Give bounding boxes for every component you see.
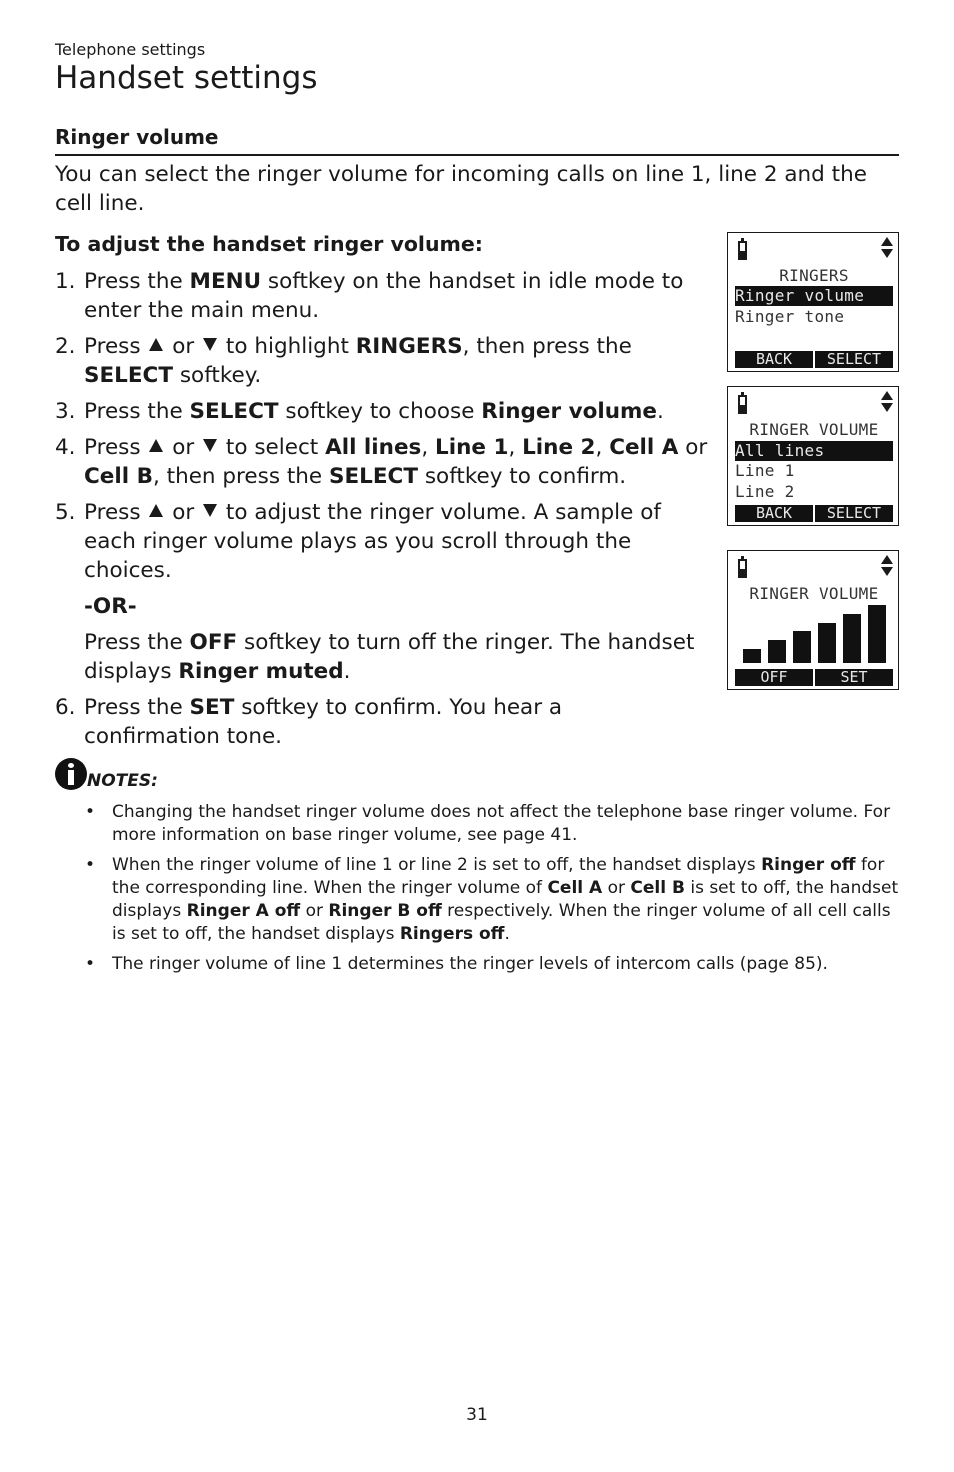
- page-title: Handset settings: [55, 60, 318, 96]
- section-label: Telephone settings: [55, 40, 206, 59]
- volume-level-bar: [768, 640, 786, 663]
- step-2: 2. Press or to highlight RINGERS, then press the SELECT softkey.: [55, 334, 632, 388]
- volume-level-bar: [818, 623, 836, 663]
- volume-level-bar: [843, 614, 861, 663]
- select-softkey[interactable]: SELECT: [815, 351, 893, 368]
- step-number: 5.: [55, 500, 76, 525]
- scroll-arrows-icon: [881, 237, 893, 259]
- battery-icon: [738, 559, 747, 578]
- note-item: • Changing the handset ringer volume does not affect the telephone base ringer volume. For more information on base ringer volume, see page 41.: [85, 802, 891, 845]
- ringers-screen: [727, 232, 899, 372]
- step-number: 2.: [55, 334, 76, 359]
- ringer-volume-screen: [727, 386, 899, 526]
- step-4: 4. Press or to select All lines, Line 1, Line 2, Cell A or Cell B, then press the SELECT softkey to confirm.: [55, 435, 708, 489]
- menu-item-highlighted: All lines: [735, 441, 893, 461]
- down-arrow-icon: [203, 439, 217, 452]
- softkeys: [735, 351, 893, 368]
- intro-paragraph: You can select the ringer volume for incoming calls on line 1, line 2 and the cell line.: [55, 162, 867, 216]
- note-item: • The ringer volume of line 1 determines the ringer levels of intercom calls (page 85).: [85, 954, 828, 974]
- off-softkey[interactable]: OFF: [735, 669, 813, 686]
- volume-level-bar: [868, 605, 886, 663]
- step-number: 1.: [55, 269, 76, 294]
- step-number: 6.: [55, 695, 76, 720]
- softkeys: [735, 669, 893, 686]
- bullet: •: [85, 802, 96, 822]
- softkeys: [735, 505, 893, 522]
- menu-item: Line 2: [735, 482, 795, 501]
- back-softkey[interactable]: BACK: [735, 351, 813, 368]
- step-5: 5. Press or to adjust the ringer volume. A sample of each ringer volume plays as you scroll through the choices. -OR- Press the OFF softkey to turn off the ringer. The handset displays Ringer muted.: [55, 500, 695, 684]
- screen-title: RINGER VOLUME: [749, 420, 879, 439]
- notes-list: [85, 801, 900, 983]
- up-arrow-icon: [149, 504, 163, 517]
- volume-bars: [743, 603, 888, 663]
- up-arrow-icon: [149, 338, 163, 351]
- procedure-title: To adjust the handset ringer volume:: [55, 232, 484, 256]
- menu-item-highlighted: Ringer volume: [735, 286, 893, 306]
- step-number: 3.: [55, 399, 76, 424]
- volume-level-screen: [727, 550, 899, 690]
- step-number: 4.: [55, 435, 76, 460]
- down-arrow-icon: [203, 338, 217, 351]
- volume-level-bar: [743, 649, 761, 663]
- step-3: 3. Press the SELECT softkey to choose Ringer volume.: [55, 399, 664, 424]
- step-1: 1. Press the MENU softkey on the handset in idle mode to enter the main menu.: [55, 269, 684, 323]
- menu-item: Line 1: [735, 461, 795, 480]
- info-icon: [55, 758, 87, 790]
- menu-item: Ringer tone: [735, 307, 845, 326]
- volume-level-bar: [793, 631, 811, 663]
- note-item: • When the ringer volume of line 1 or line 2 is set to off, the handset displays Ringer off for the corresponding line. When the ringer volume of Cell A or Cell B is set to off, the handset displays Ringer A off or Ringer B off respectively. When the ringer volume of all cell calls is set to off, the handset displays Ringers off.: [85, 855, 899, 944]
- screen-title: RINGER VOLUME: [749, 584, 879, 603]
- up-arrow-icon: [149, 439, 163, 452]
- or-separator: -OR-: [84, 594, 137, 619]
- notes-label: NOTES:: [87, 771, 158, 791]
- down-arrow-icon: [203, 504, 217, 517]
- set-softkey[interactable]: SET: [815, 669, 893, 686]
- select-softkey[interactable]: SELECT: [815, 505, 893, 522]
- bullet: •: [85, 855, 96, 875]
- steps-list: [55, 267, 715, 758]
- battery-icon: [738, 395, 747, 414]
- back-softkey[interactable]: BACK: [735, 505, 813, 522]
- ringer-volume-heading: Ringer volume: [55, 125, 219, 149]
- page-number: 31: [466, 1405, 488, 1425]
- bullet: •: [85, 954, 96, 974]
- scroll-arrows-icon: [881, 391, 893, 413]
- menu-key: MENU: [189, 269, 262, 294]
- screen-title: RINGERS: [779, 266, 849, 285]
- heading-rule: [55, 154, 899, 156]
- battery-icon: [738, 241, 747, 260]
- scroll-arrows-icon: [881, 555, 893, 577]
- step-6: 6. Press the SET softkey to confirm. You hear a confirmation tone.: [55, 695, 563, 749]
